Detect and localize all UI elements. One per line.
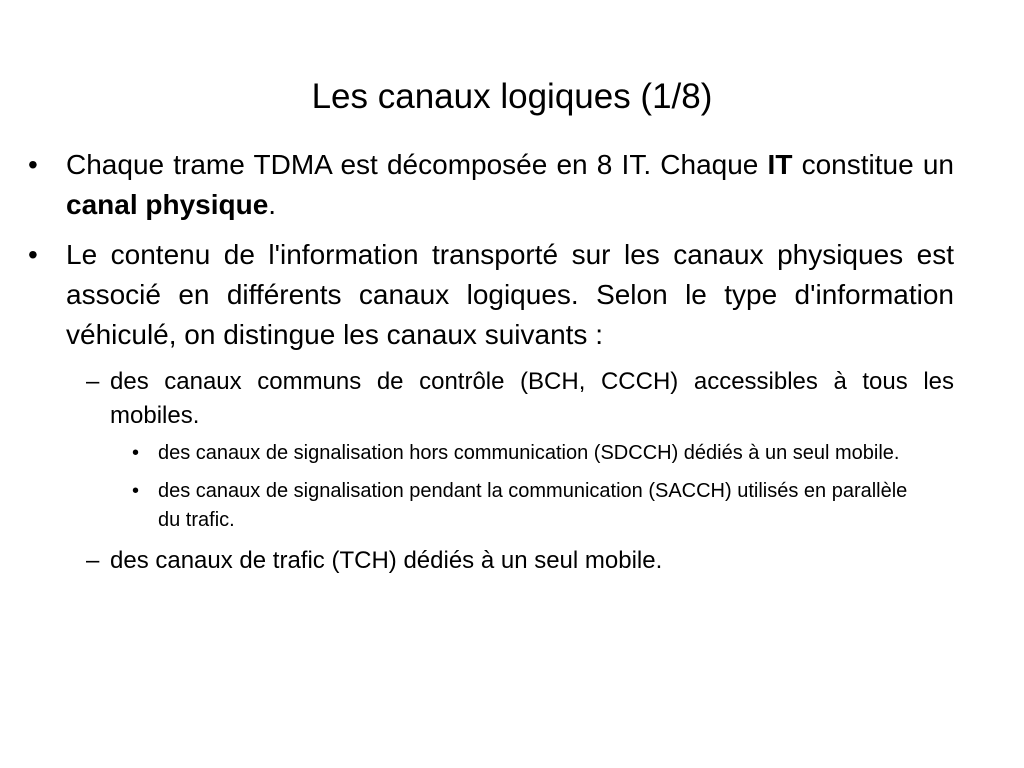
bullet-item [28,145,954,225]
dash-marker: – [86,547,100,574]
bullet-item [28,235,954,355]
sub-bullet-item [76,544,954,578]
bullet-marker: • [132,480,140,502]
sub-sub-bullet-text: des canaux de signalisation pendant la communication (SACCH) utilisés en parallèle du trafic. [158,480,908,531]
bullet-text: . [268,189,277,220]
bold-term: IT [767,149,793,180]
bullet-text: constitue un [792,149,954,180]
sub-bullet-item [76,365,954,433]
sub-sub-bullet-item [124,477,954,535]
bullet-marker: • [132,442,140,464]
sub-sub-bullet-text: des canaux de signalisation hors communication (SDCCH) dédiés à un seul mobile. [158,442,900,464]
bullet-marker: • [28,239,38,270]
sub-sub-bullet-item [124,439,954,468]
bullet-text: Le contenu de l'information transporté sur les canaux physiques est associé en différents canaux logiques. Selon le type d'information véhiculé, on distingue les canaux suivants : [66,239,954,350]
sub-bullet-text: des canaux communs de contrôle (BCH, CCCH) accessibles à tous les mobiles. [110,368,954,429]
slide-title: Les canaux logiques (1/8) [311,77,713,116]
slide-body [28,145,954,584]
bullet-text: Chaque trame TDMA est décomposée en 8 IT. Chaque [66,149,768,180]
dash-marker: – [86,368,100,395]
sub-bullet-text: des canaux de trafic (TCH) dédiés à un seul mobile. [110,547,663,574]
bullet-marker: • [28,149,38,180]
bold-term: canal physique [66,189,269,220]
